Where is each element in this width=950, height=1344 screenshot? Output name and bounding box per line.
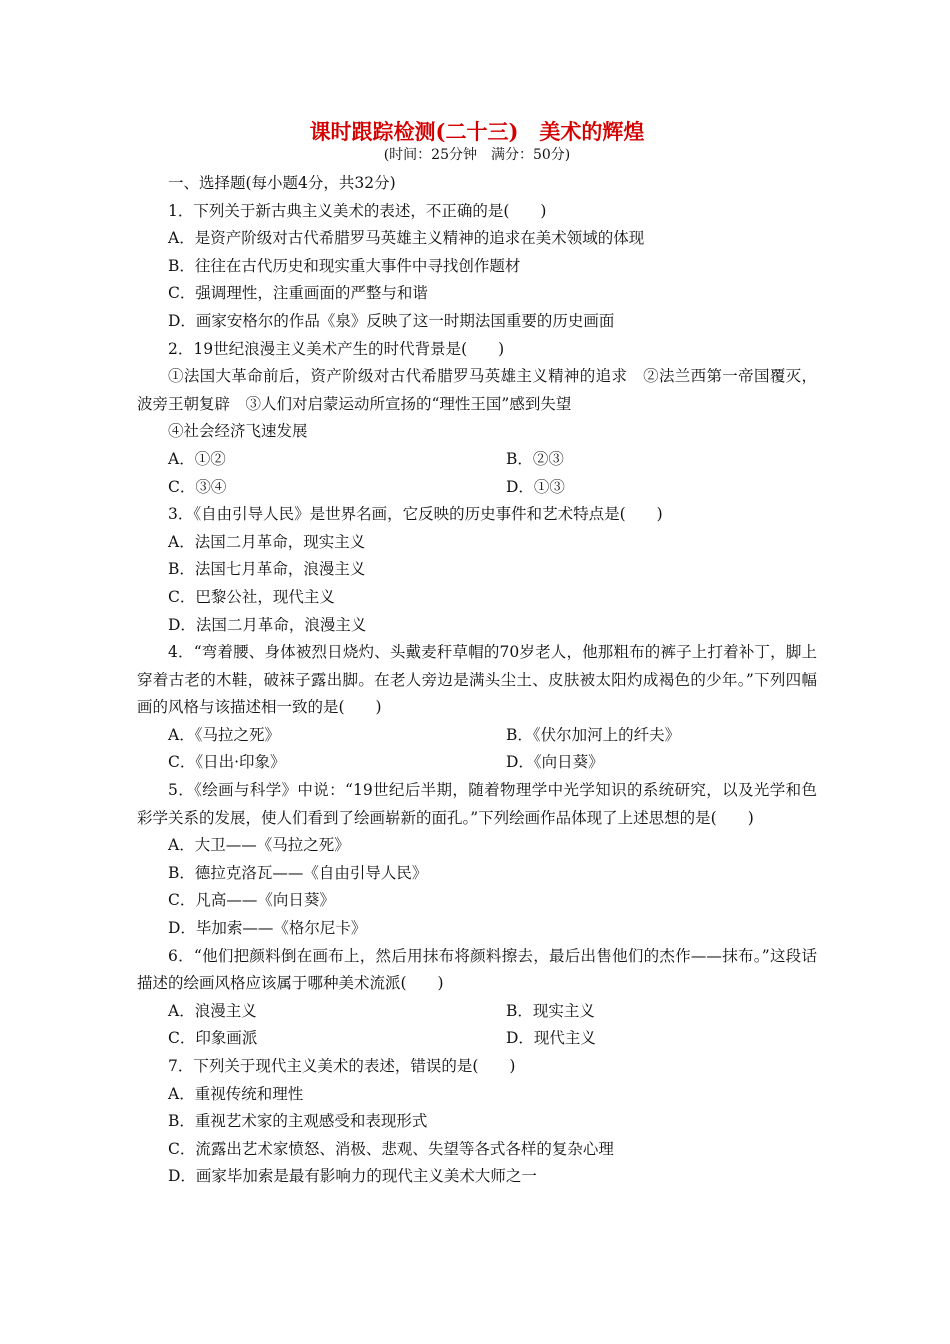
option-a: A．浪漫主义 (168, 1001, 257, 1020)
option-row (137, 998, 817, 1026)
option-c: C．凡高——《向日葵》 (168, 891, 335, 910)
option-d: D．现代主义 (506, 1029, 596, 1048)
page-title: 课时跟踪检测(二十三) 美术的辉煌 (309, 119, 645, 144)
statement-group: ①法国大革命前后，资产阶级对古代希腊罗马英雄主义精神的追求 ②法兰西第一帝国覆灭，波旁王朝复辟 ③人们对启蒙运动所宣扬的“理性王国”感到失望 (137, 367, 817, 413)
option-a: A．重视传统和理性 (168, 1084, 304, 1103)
page-subtitle: (时间：25分钟 满分：50分) (383, 147, 571, 163)
question-5 (137, 777, 817, 943)
question-2 (137, 336, 817, 502)
option-c: C．印象画派 (168, 1029, 258, 1048)
question-stem: 4．“弯着腰、身体被烈日烧灼、头戴麦秆草帽的70岁老人，他那粗布的裤子上打着补丁，脚上穿着古老的木鞋，破袜子露出脚。在老人旁边是满头尘土、皮肤被太阳灼成褐色的少年。”下列四幅画的风格与该描述相一致的是( ) (137, 643, 817, 717)
question-stem: 2．19世纪浪漫主义美术产生的时代背景是( ) (168, 339, 505, 358)
option-a: A．是资产阶级对古代希腊罗马英雄主义精神的追求在美术领域的体现 (168, 229, 645, 248)
option-row (137, 749, 817, 777)
option-b: B．往往在古代历史和现实重大事件中寻找创作题材 (168, 256, 521, 275)
question-1 (137, 198, 817, 336)
option-a: A．①② (168, 449, 226, 468)
option-b: B．②③ (506, 449, 564, 468)
option-c: C．《日出·印象》 (168, 753, 286, 772)
option-d: D．画家安格尔的作品《泉》反映了这一时期法国重要的历史画面 (168, 311, 615, 330)
option-b: B．重视艺术家的主观感受和表现形式 (168, 1112, 428, 1131)
option-d: D．①③ (506, 477, 565, 496)
option-b: B．《伏尔加河上的纤夫》 (506, 725, 681, 744)
option-d: D．画家毕加索是最有影响力的现代主义美术大师之一 (168, 1167, 537, 1186)
section-heading: 一、选择题(每小题4分，共32分) (168, 174, 396, 192)
option-b: B．德拉克洛瓦——《自由引导人民》 (168, 863, 428, 882)
option-b: B．现实主义 (506, 1001, 595, 1020)
question-stem: 1．下列关于新古典主义美术的表述，不正确的是( ) (168, 201, 547, 220)
option-c: C．巴黎公社，现代主义 (168, 587, 335, 606)
question-4 (137, 639, 817, 777)
option-row (137, 446, 817, 474)
option-c: C．③④ (168, 477, 227, 496)
option-c: C．强调理性，注重画面的严整与和谐 (168, 284, 428, 303)
question-stem: 3．《自由引导人民》是世界名画，它反映的历史事件和艺术特点是( ) (168, 505, 663, 524)
option-a: A．大卫——《马拉之死》 (168, 836, 350, 855)
option-row (137, 1025, 817, 1053)
option-row (137, 722, 817, 750)
question-7 (137, 1053, 817, 1191)
document-page (137, 118, 817, 1191)
option-d: D．《向日葵》 (506, 753, 604, 772)
question-stem: 5．《绘画与科学》中说：“19世纪后半期，随着物理学中光学知识的系统研究，以及光学和色彩学关系的发展，使人们看到了绘画崭新的面孔。”下列绘画作品体现了上述思想的是( ) (137, 781, 817, 827)
option-a: A．法国二月革命，现实主义 (168, 532, 366, 551)
option-d: D．毕加索——《格尔尼卡》 (168, 919, 367, 938)
option-a: A．《马拉之死》 (168, 725, 280, 744)
statement-item: ④社会经济飞速发展 (168, 422, 308, 441)
option-d: D．法国二月革命，浪漫主义 (168, 615, 367, 634)
question-6 (137, 943, 817, 1053)
option-c: C．流露出艺术家愤怒、消极、悲观、失望等各式各样的复杂心理 (168, 1139, 614, 1158)
question-stem: 6．“他们把颜料倒在画布上，然后用抹布将颜料擦去，最后出售他们的杰作——抹布。”这段话描述的绘画风格应该属于哪种美术流派( ) (137, 946, 817, 993)
option-b: B．法国七月革命，浪漫主义 (168, 560, 366, 579)
question-stem: 7．下列关于现代主义美术的表述，错误的是( ) (168, 1057, 516, 1075)
option-row (137, 474, 817, 502)
question-3 (137, 501, 817, 639)
